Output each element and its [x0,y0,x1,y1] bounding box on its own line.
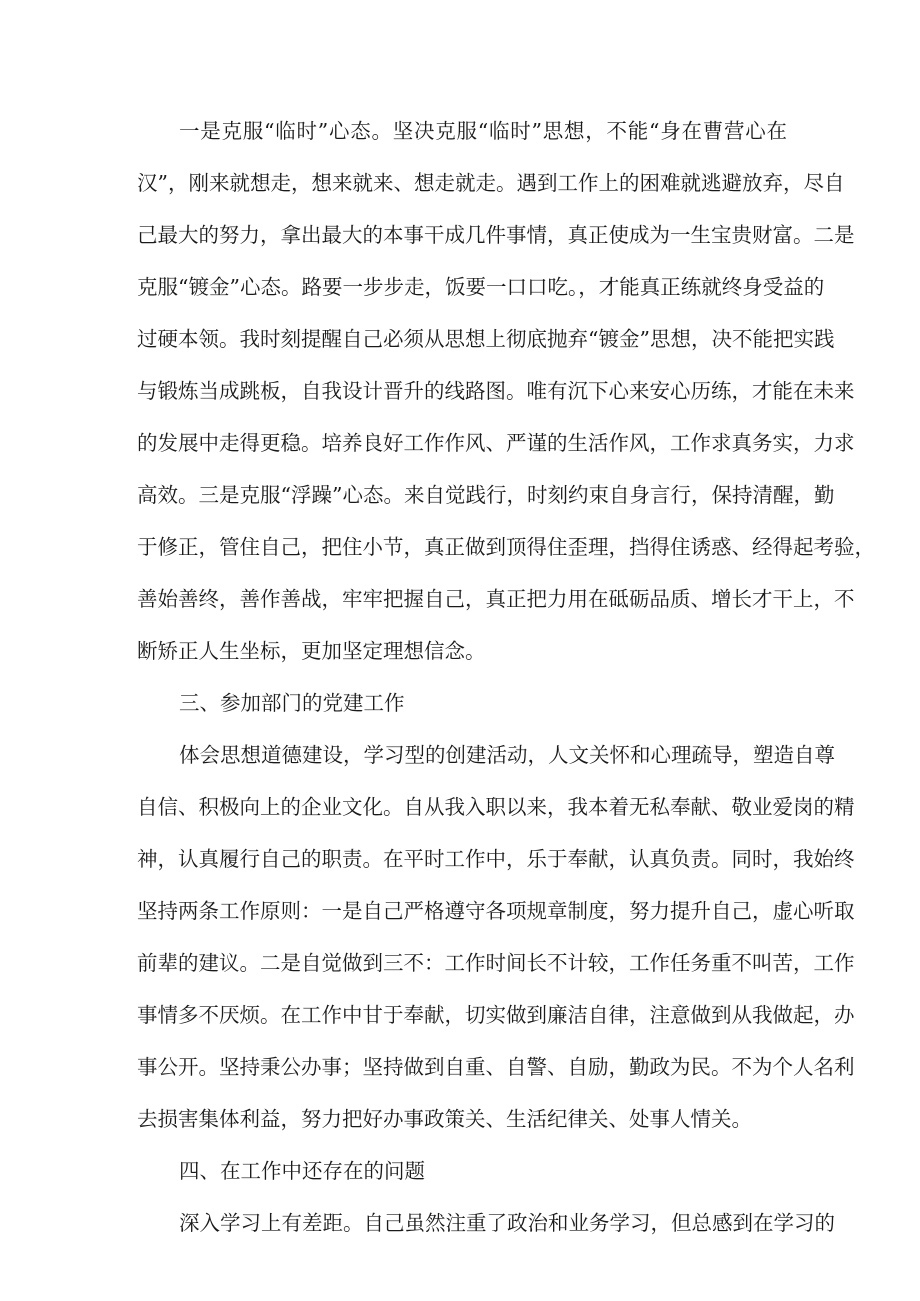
paragraph-line: 一是克服“临时”心态。坚决克服“临时”思想，不能“身在曹营心在 [179,119,787,143]
paragraph-line-last: 断矫正人生坐标，更加坚定理想信念。 [137,639,486,663]
paragraph-line: 前辈的建议。二是自觉做到三不：工作时间长不计较，工作任务重不叫苦，工作 [137,951,855,975]
paragraph-line: 体会思想道德建设，学习型的创建活动，人文关怀和心理疏导，塑造自尊 [179,743,835,767]
paragraph-line: 己最大的努力，拿出最大的本事干成几件事情，真正使成为一生宝贵财富。二是 [137,223,855,247]
paragraph-line: 深入学习上有差距。自己虽然注重了政治和业务学习，但总感到在学习的 [179,1211,835,1235]
paragraph-line: 事情多不厌烦。在工作中甘于奉献，切实做到廉洁自律，注意做到从我做起，办 [137,1003,855,1027]
paragraph-line: 与锻炼当成跳板，自我设计晋升的线路图。唯有沉下心来安心历练，才能在未来 [137,379,855,403]
paragraph-line-last: 去损害集体利益，努力把好办事政策关、生活纪律关、处事人情关。 [137,1107,752,1131]
paragraph-line: 的发展中走得更稳。培养良好工作作风、严谨的生活作风，工作求真务实，力求 [137,431,855,455]
section-heading-4: 四、在工作中还存在的问题 [179,1159,425,1183]
paragraph-line: 自信、积极向上的企业文化。自从我入职以来，我本着无私奉献、敬业爱岗的精 [137,795,855,819]
paragraph-line: 坚持两条工作原则：一是自己严格遵守各项规章制度，努力提升自己，虚心听取 [137,899,855,923]
paragraph-line: 过硬本领。我时刻提醒自己必须从思想上彻底抛弃“镀金”思想，决不能把实践 [137,327,835,351]
paragraph-line: 事公开。坚持秉公办事；坚持做到自重、自警、自励，勤政为民。不为个人名利 [137,1055,855,1079]
paragraph-line: 神，认真履行自己的职责。在平时工作中，乐于奉献，认真负责。同时，我始终 [137,847,855,871]
paragraph-line: 善始善终，善作善战，牢牢把握自己，真正把力用在砥砺品质、增长才干上，不 [137,587,855,611]
paragraph-line: 高效。三是克服“浮躁”心态。来自觉践行，时刻约束自身言行，保持清醒，勤 [137,483,835,507]
paragraph-line: 于修正，管住自己，把住小节，真正做到顶得住歪理，挡得住诱惑、经得起考验， [137,535,875,559]
paragraph-line: 克服“镀金”心态。路要一步步走，饭要一口口吃。，才能真正练就终身受益的 [137,275,825,299]
paragraph-line: 汉”，刚来就想走，想来就来、想走就走。遇到工作上的困难就逃避放弃，尽自 [137,171,845,195]
section-heading-3: 三、参加部门的党建工作 [179,691,405,715]
